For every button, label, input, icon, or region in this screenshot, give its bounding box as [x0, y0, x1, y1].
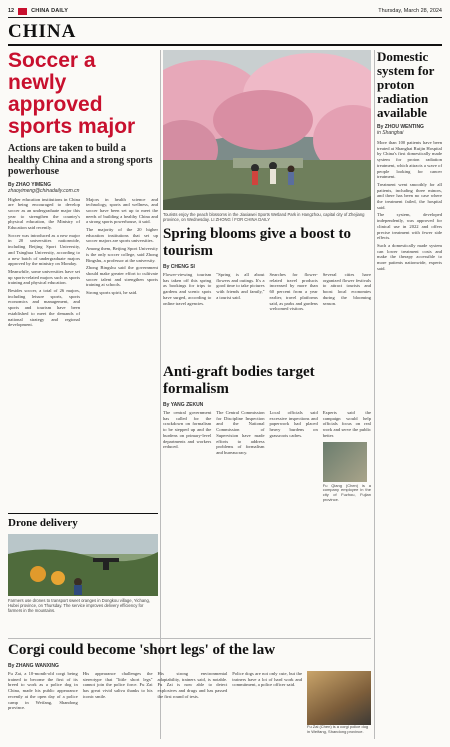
lead-author: By ZHAO YIMENG — [8, 181, 51, 188]
lead-column-left — [8, 197, 80, 330]
page-number: 12 — [8, 8, 15, 14]
lead-subhead: Actions are taken to build a healthy China and a strong sports powerhouse — [8, 143, 153, 177]
lead-email[interactable]: zhaoyimeng@chinadaily.com.cn — [8, 187, 80, 194]
drone-image — [8, 534, 158, 596]
spring-column: "Spring is all about flowers and outings. It's a good time to take pictures with friends and family," a tourist said. — [216, 272, 265, 300]
drone-caption: Farmers use drones to transport sweet oranges in Dongkou village, Yichang, Hubei province, on Thursday. The service improves delivery efficiency for farmers in the mountains. — [8, 598, 150, 613]
lead-paragraph: The majority of the 20 higher education institutions that set up soccer majors are sports universities. — [86, 227, 158, 244]
corgi-body — [8, 671, 371, 735]
date-line: Thursday, March 28, 2024 — [378, 8, 442, 14]
corgi-column: His appearance challenges the stereotype that "little short legs" cannot join the police force. Fu Zai has great vivid saliva thanks to his iconic smile. — [82, 671, 153, 699]
spring-column: Searches for flower-related travel products increased by more than 60 percent from a year earlier, travel platforms said, as parks and gardens welcomed visitors. — [269, 272, 318, 312]
lead-headline[interactable]: Soccer a newly approved sports major — [8, 49, 136, 138]
blossom-image — [163, 50, 371, 210]
proton-author: By ZHOU WENTING — [377, 124, 424, 130]
lead-paragraph: Meanwhile, some universities have set up sports-related majors such as sports training and physical education. — [8, 268, 80, 286]
antigraft-headline[interactable]: Anti-graft bodies target formalism — [163, 364, 315, 397]
corgi-column: His strong environmental adaptability, trainers said, is notable. Fu Zai is now able to detect explosives and drugs and has passed the first round of tests. — [157, 671, 228, 699]
antigraft-column: Experts said the campaign would help officials focus on real work and serve the public better. — [322, 410, 371, 438]
lead-paragraph: Soccer was introduced as a new major in 20 universities nationwide, including Beijing Sport University, and Tsinghua University, according to a new batch of undergraduate majors approved by the ministry on Monday. — [8, 232, 80, 267]
corgi-column: Fu Zai, a 10-month-old corgi being trained to become the first of its breed to work as a police dog in China, made his public appearance recently at the open day of a police camp in Weifang, Shandong province. — [8, 671, 78, 711]
lead-paragraph: Zhong Bingshu said the government should make greater effort to cultivate soccer talent and strengthen sports training at schools. — [86, 265, 158, 288]
drone-title: Drone delivery — [8, 513, 158, 529]
spring-byline: By CHENG SI — [163, 264, 195, 270]
antigraft-column: The central government has called for the crackdown on formalism to be stepped up and the burdens on primary-level departments and workers reduced. — [163, 410, 212, 450]
china-daily-logo-icon — [18, 8, 27, 15]
proton-body — [377, 140, 442, 271]
proton-story — [377, 50, 442, 273]
lead-body — [8, 197, 158, 330]
proton-location: in Shanghai — [377, 130, 404, 136]
lead-paragraph: Higher education institutions in China are being encouraged to develop soccer as an undergraduate major this year to strengthen the country's physical education, the Ministry of Education said recently. — [8, 196, 80, 231]
corgi-headline[interactable]: Corgi could become 'short legs' of the law — [8, 642, 276, 658]
corgi-photo[interactable] — [307, 671, 371, 725]
corgi-byline: By ZHANG WANXING — [8, 663, 59, 669]
lead-byline — [8, 182, 158, 194]
lead-story — [8, 50, 158, 330]
lead-paragraph: Among them, Beijing Sport University is the only soccer college, said Zhong Bingshu, a professor at the university. — [86, 246, 158, 263]
proton-paragraph: Treatment went smoothly for all patients, including three minors, and there has been no case where the treatment failed, the hospital said. — [377, 181, 442, 210]
corgi-story — [8, 638, 371, 735]
peach-blossom-photo[interactable] — [163, 50, 371, 210]
antigraft-byline: By YANG ZEKUN — [163, 402, 204, 408]
proton-paragraph: More than 100 patients have been treated at Shanghai Ruijin Hospital by China's first domestically made system for proton radiation treatment, which attracts a wave of people looking for cancer treatment. — [377, 140, 442, 180]
antigraft-column: The Central Commission for Discipline Inspection and the National Commission of Supervision have made efforts to address problems of formalism and bureaucracy. — [216, 410, 265, 455]
corgi-photo-caption: Fu Zai (Chen) is a corgi police dog in Weifang, Shandong province. — [307, 724, 369, 734]
column-divider — [374, 50, 375, 739]
corgi-photo-block — [307, 671, 371, 735]
proton-headline[interactable]: Domestic system for proton radiation available — [377, 49, 435, 120]
spring-column: Several cities have organized flower festivals to attract tourists and boost local economies during the blooming season. — [322, 272, 371, 306]
drone-feature — [8, 513, 158, 613]
column-divider — [160, 50, 161, 739]
spring-headline[interactable]: Spring blooms give a boost to tourism — [163, 226, 351, 259]
proton-paragraph: Such a domestically made system can lower treatment costs and make the therapy accessible to more patients nationwide, experts said. — [377, 242, 442, 271]
employee-photo-caption: Fu Qiang (Chen) is a company employee in the city of Fuzhou, Fujian province. — [322, 482, 371, 502]
spring-story — [163, 226, 371, 312]
corgi-column: Police dogs are not only cute, but the trainers have a lot of hard work and commitment, a police officer said. — [232, 671, 302, 688]
antigraft-body — [163, 410, 371, 503]
spring-body — [163, 272, 371, 312]
spring-column: Flower-viewing tourism has taken off this spring as bookings for trips to gardens and scenic spots have surged, according to online travel agencies. — [163, 272, 212, 306]
employee-photo[interactable] — [323, 442, 367, 482]
antigraft-column: Local officials said excessive inspections and paperwork had placed heavy burdens on grassroots cadres. — [269, 410, 318, 438]
lead-paragraph: Besides soccer, a total of 26 majors, including leisure sports, sports economics and management, and sports and tourism have been established to meet the demands of national strategy and regional development. — [8, 288, 80, 328]
lead-column-right — [86, 197, 158, 330]
lead-paragraph: Majors in health science and technology, sports and wellness, and soccer have been set up to meet the needs of building a healthy China and a strong sports powerhouse, it said. — [86, 196, 158, 225]
antigraft-story — [163, 364, 371, 503]
section-rule — [8, 44, 442, 46]
masthead-bar — [8, 5, 442, 18]
proton-paragraph: The system, developed independently, was approved for clinical use in 2022 and offers precise treatment with fewer side effects. — [377, 212, 442, 241]
drone-photo[interactable] — [8, 534, 158, 596]
photo-caption: Tourists enjoy the peach blossoms in the Jiaxiawei Sports Wetland Park in Hangzhou, capital city of Zhejiang province, on Wednesday. LI ZHONG / FOR CHINA DAILY — [163, 212, 365, 222]
publication-name: CHINA DAILY — [31, 8, 69, 14]
lead-paragraph: Strong sports spirit, he said. — [86, 290, 138, 296]
antigraft-column-with-photo — [323, 410, 371, 503]
proton-byline — [377, 124, 442, 136]
section-title: CHINA — [8, 21, 77, 42]
